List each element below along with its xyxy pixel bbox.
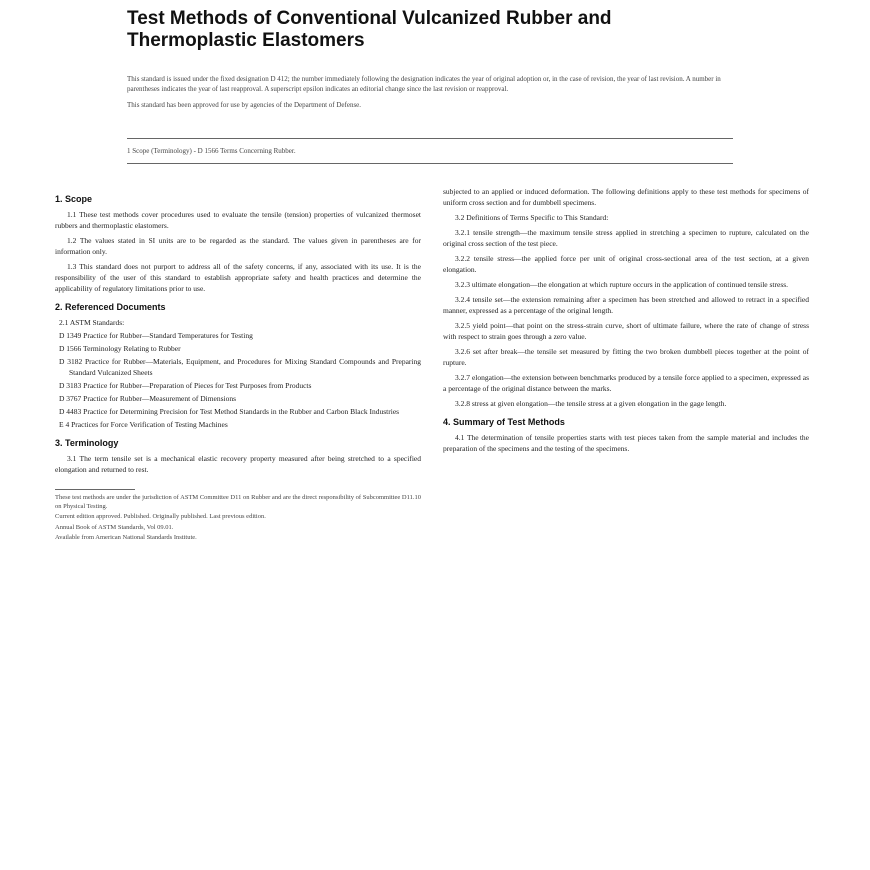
section-heading: 4. Summary of Test Methods (443, 417, 565, 427)
section-heading: 1. Scope (55, 194, 93, 204)
paragraph: 3.2.5 yield point—that point on the stress-strain curve, short of ultimate failure, where the rate of change of stress with respect to strain goes through a zero value. (443, 321, 809, 341)
abstract-paragraph: This standard has been approved for use by agencies of the Department of Defense. (127, 101, 362, 109)
reference-item: D 3183 Practice for Rubber—Preparation of Pieces for Test Purposes from Products (59, 381, 312, 390)
section-heading: 2. Referenced Documents (55, 302, 166, 312)
left-column (55, 186, 421, 545)
header-rule (127, 138, 733, 139)
footnote: Annual Book of ASTM Standards, Vol 09.01. (55, 523, 174, 531)
paragraph: 3.2.3 ultimate elongation—the elongation at which rupture occurs in the application of continued tensile stress. (455, 280, 789, 289)
reference-item: D 3767 Practice for Rubber—Measurement of Dimensions (59, 394, 237, 403)
scope-note: 1 Scope (Terminology) - D 1566 Terms Concerning Rubber. (127, 147, 296, 155)
document-title: Test Methods of Conventional Vulcanized Rubber and Thermoplastic Elastomers (127, 8, 612, 51)
paragraph: subjected to an applied or induced deformation. The following definitions apply to these test methods for specimens of uniform cross section and for dumbbell specimens. (443, 187, 809, 207)
header-rule (127, 163, 733, 164)
paragraph: 4.1 The determination of tensile properties starts with test pieces taken from the sample material and includes the preparation of the specimens and the testing of the specimens. (443, 433, 809, 453)
footnote: These test methods are under the jurisdiction of ASTM Committee D11 on Rubber and are the direct responsibility of Subcommittee D11.10 on Physical Testing. (55, 494, 421, 510)
paragraph: 3.2.2 tensile stress—the applied force per unit of original cross-sectional area of the test section, at a given elongation. (443, 254, 809, 274)
paragraph: 3.1 The term tensile set is a mechanical elastic recovery property measured after being stretched to a specified elongation and returned to rest. (55, 454, 421, 474)
footnote: Current edition approved. Published. Originally published. Last previous edition. (55, 513, 266, 520)
paragraph: 1.3 This standard does not purport to address all of the safety concerns, if any, associated with its use. It is the responsibility of the user of this standard to establish appropriate safety and health practices and determine the applicability of regulatory limitations prior to use. (55, 262, 421, 293)
reference-item: E 4 Practices for Force Verification of Testing Machines (59, 420, 228, 429)
abstract-block (127, 74, 733, 116)
paragraph: 3.2.4 tensile set—the extension remaining after a specimen has been stretched and allowed to retract in a specified manner, expressed as a percentage of the original length. (443, 295, 809, 315)
reference-item: D 1349 Practice for Rubber—Standard Temperatures for Testing (59, 331, 253, 340)
paragraph: 3.2 Definitions of Terms Specific to This Standard: (455, 213, 609, 222)
paragraph: 3.2.1 tensile strength—the maximum tensile stress applied in stretching a specimen to rupture, calculated on the original cross section of the test piece. (443, 228, 809, 248)
reference-item: 2.1 ASTM Standards: (59, 318, 125, 327)
paragraph: 3.2.8 stress at given elongation—the tensile stress at a given elongation in the gage length. (455, 399, 727, 408)
paragraph: 1.1 These test methods cover procedures used to evaluate the tensile (tension) properties of vulcanized thermoset rubbers and thermoplastic elastomers. (55, 210, 421, 230)
footnote: Available from American National Standards Institute. (55, 534, 197, 541)
reference-item: D 4483 Practice for Determining Precision for Test Method Standards in the Rubber and Carbon Black Industries (59, 407, 400, 416)
footnote-rule (55, 489, 135, 490)
paragraph: 3.2.6 set after break—the tensile set measured by fitting the two broken dumbbell pieces together at the point of rupture. (443, 347, 809, 367)
paragraph: 3.2.7 elongation—the extension between benchmarks produced by a tensile force applied to a specimen, expressed as a percentage of the original distance between the marks. (443, 373, 809, 393)
reference-item: D 1566 Terminology Relating to Rubber (59, 344, 181, 353)
reference-item: D 3182 Practice for Rubber—Materials, Equipment, and Procedures for Mixing Standard Compounds and Preparing Standard Vulcanized Sheets (59, 357, 421, 377)
right-column (443, 186, 809, 458)
section-heading: 3. Terminology (55, 438, 119, 448)
abstract-paragraph: This standard is issued under the fixed designation D 412; the number immediately following the designation indicates the year of original adoption or, in the case of revision, the year of last revision. A number in parentheses indicates the year of last reapproval. A superscript epsilon indicates an editorial change since the last revision or reapproval. (127, 75, 721, 93)
paragraph: 1.2 The values stated in SI units are to be regarded as the standard. The values given in parentheses are for information only. (55, 236, 421, 256)
